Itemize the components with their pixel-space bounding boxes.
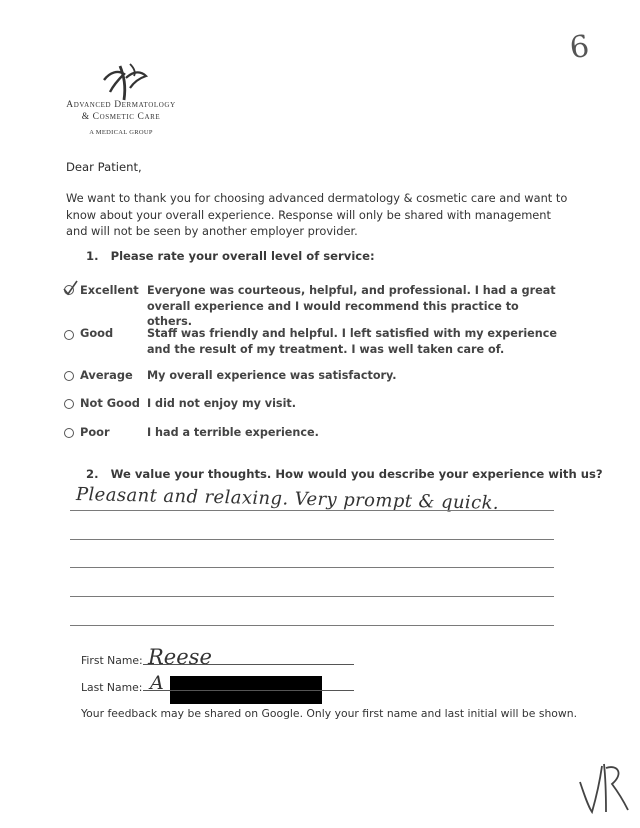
option-label-excellent: Excellent [80,283,139,297]
question-1-title: 1. Please rate your overall level of service: [86,249,375,263]
option-desc-poor: I had a terrible experience. [147,426,319,439]
radio-poor[interactable] [64,428,74,438]
option-label-good: Good [80,326,114,340]
last-name-label: Last Name: [81,681,143,694]
option-desc-average: My overall experience was satisfactory. [147,369,397,382]
answer-line [70,510,554,511]
option-label-poor: Poor [80,425,110,439]
first-name-value[interactable]: Reese [148,645,212,669]
first-name-label: First Name: [81,654,143,667]
footer-note: Your feedback may be shared on Google. Only your first name and last initial will be shown. [81,707,578,720]
last-name-value[interactable]: A [150,672,164,694]
option-desc-not-good: I did not enjoy my visit. [147,397,297,410]
logo-text-line1: Advanced Dermatology [66,100,176,110]
handwritten-page-number: 6 [567,28,592,67]
option-label-not-good: Not Good [80,396,140,410]
answer-line [70,596,554,597]
handwritten-initials [576,758,630,816]
radio-average[interactable] [64,371,74,381]
logo-text-line2: & Cosmetic Care [81,112,161,122]
handwritten-answer[interactable]: Pleasant and relaxing. Very prompt & quick. [75,484,500,514]
greeting: Dear Patient, [66,160,142,174]
check-mark-icon [61,279,79,297]
answer-line [70,625,554,626]
logo-text-line3: A MEDICAL GROUP [89,129,153,136]
answer-line [70,567,554,568]
question-2-title: 2. We value your thoughts. How would you describe your experience with us? [86,467,603,481]
ad-logo-mark-icon [100,62,150,104]
option-desc-good: Staff was friendly and helpful. I left satisfied with my experience and the result of my treatment. I was well taken care of. [147,327,557,356]
intro-paragraph: We want to thank you for choosing advanced dermatology & cosmetic care and want to know about your overall experience. Response will only be shared with management and will not be seen by another employer provider. [66,191,568,239]
answer-line [70,539,554,540]
radio-not-good[interactable] [64,399,74,409]
radio-good[interactable] [64,330,74,340]
first-name-line [143,664,354,665]
last-name-line [143,690,354,691]
option-desc-excellent: Everyone was courteous, helpful, and professional. I had a great overall experience and I would recommend this practice to others. [147,284,556,328]
option-label-average: Average [80,368,133,382]
